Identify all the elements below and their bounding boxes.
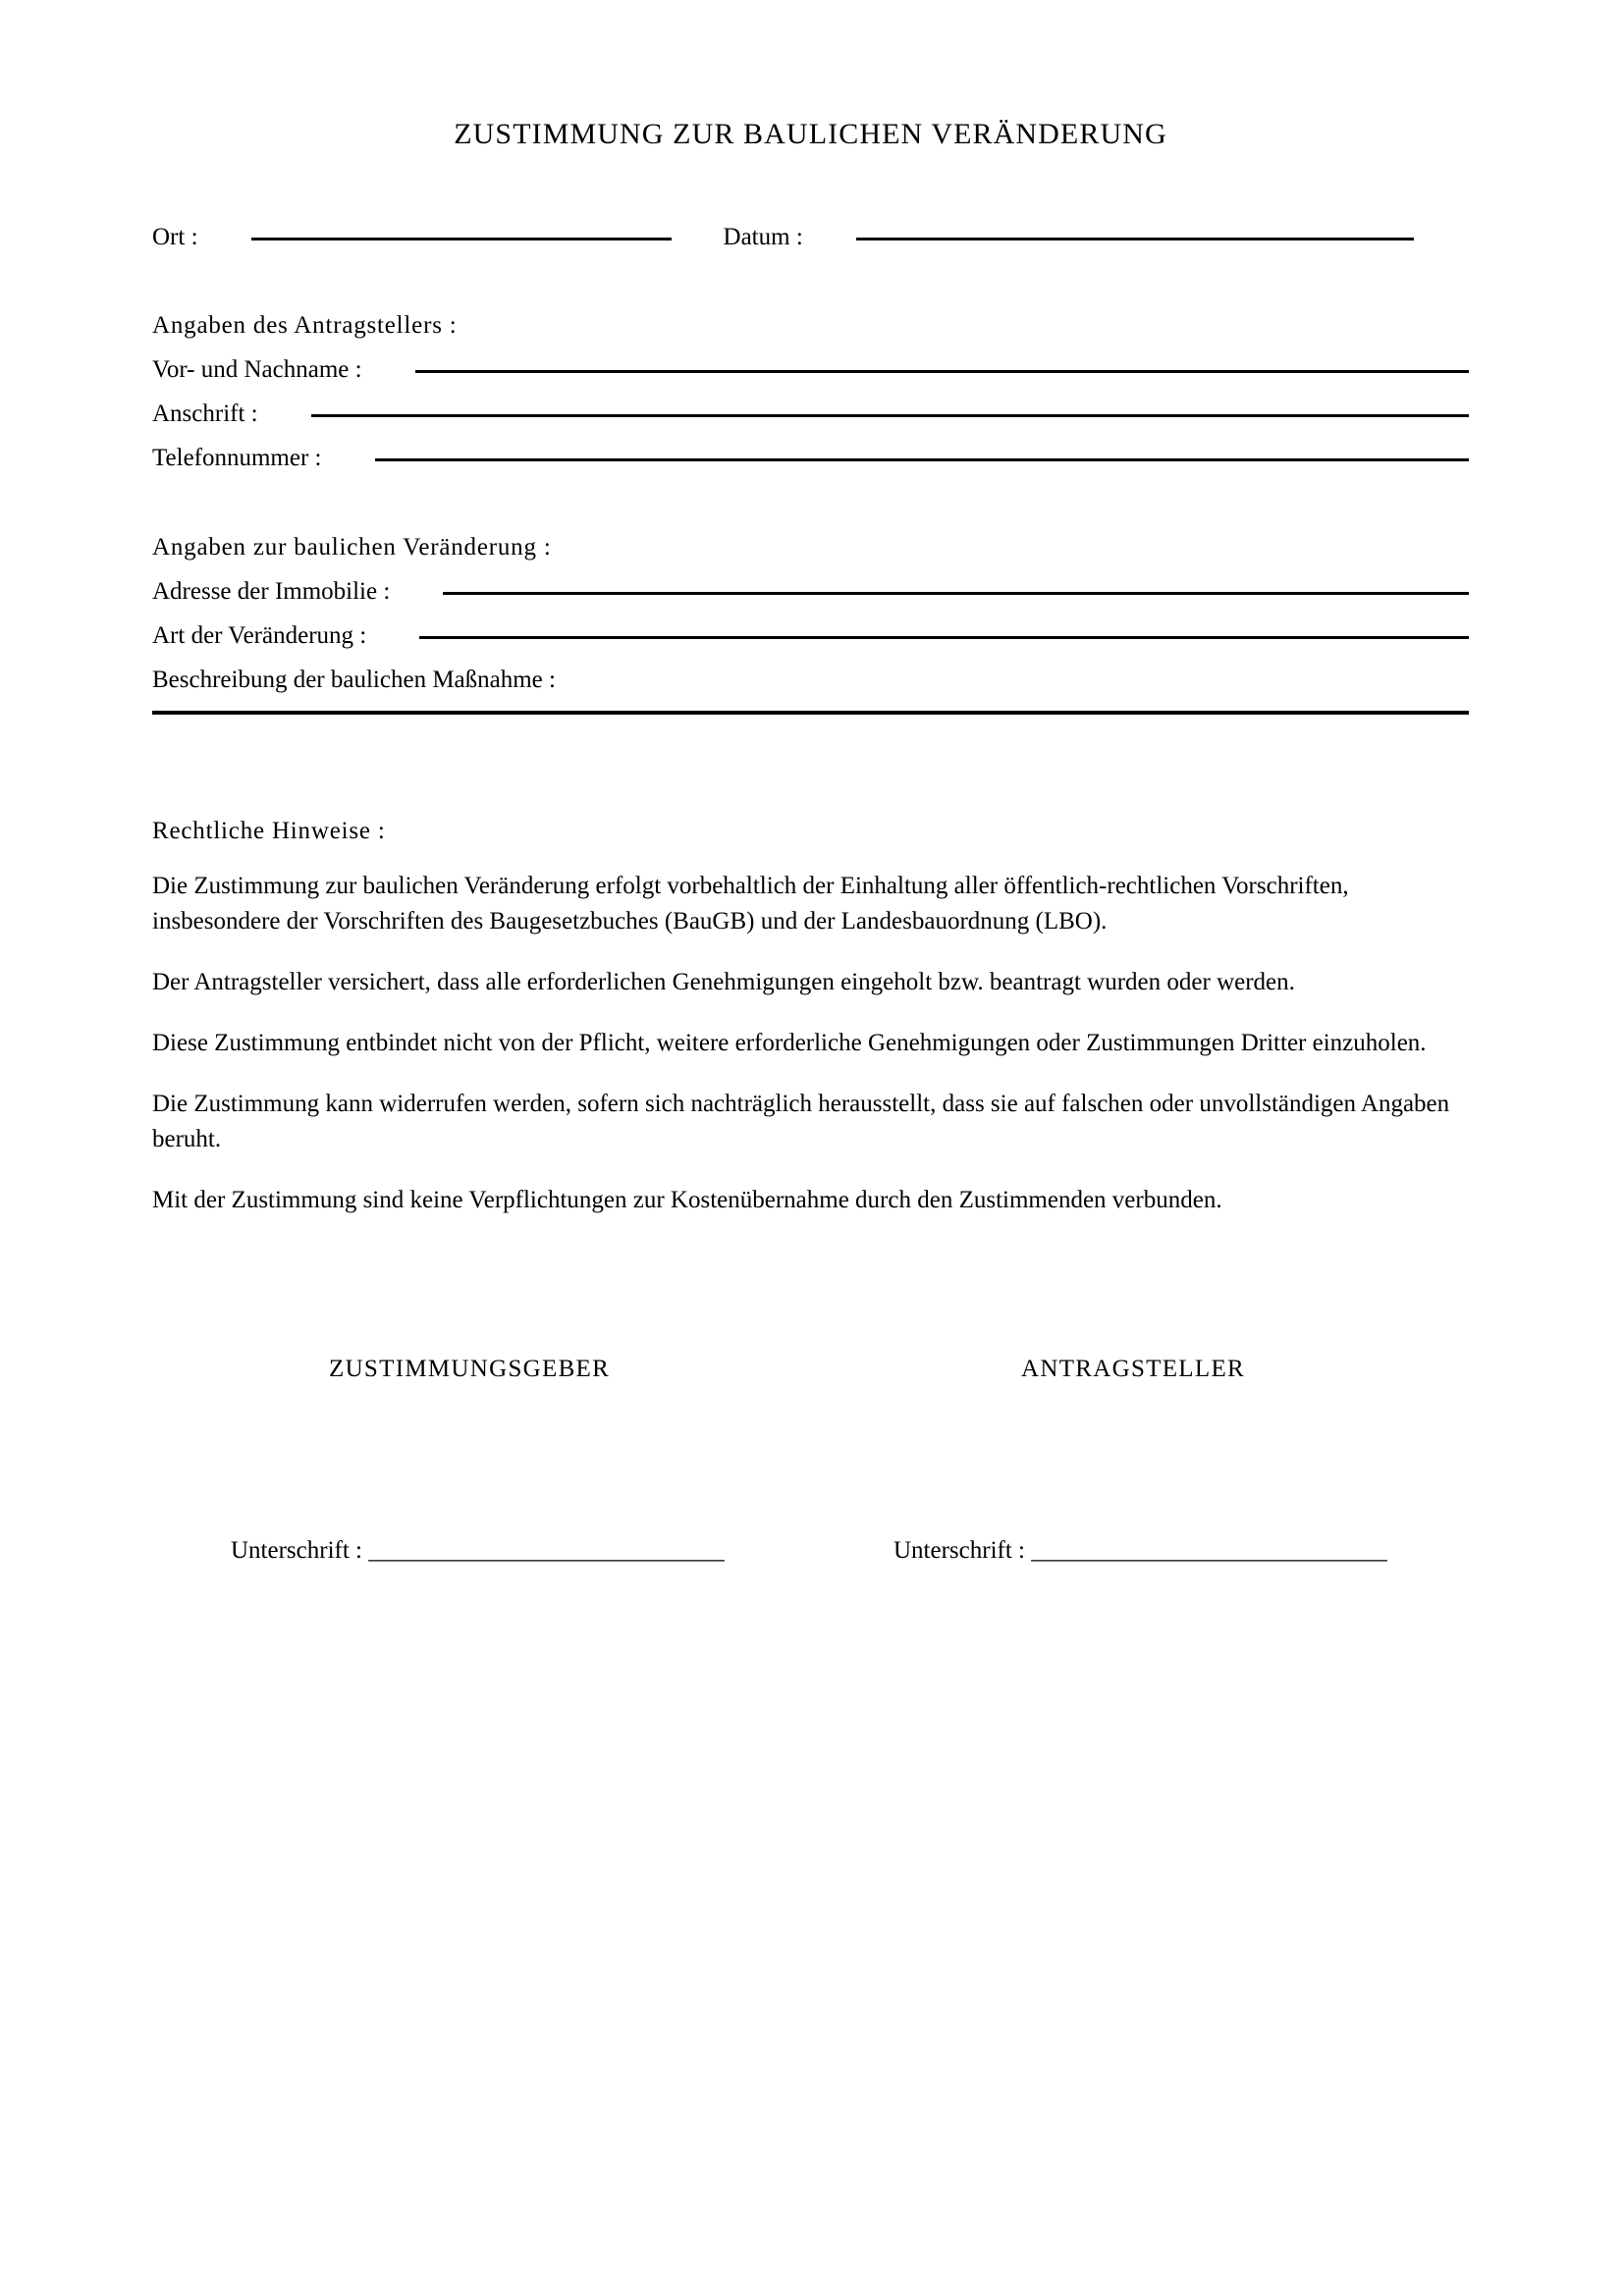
signature-lines-row (152, 1537, 1469, 1582)
legal-section-heading: Rechtliche Hinweise : (152, 818, 386, 844)
applicant-phone-row (152, 445, 1469, 472)
property-address-input-line[interactable] (443, 592, 1469, 595)
applicant-address-row (152, 400, 1469, 428)
document-content (152, 0, 1469, 1582)
applicant-address-label: Anschrift : (152, 400, 258, 427)
modification-description-input-line[interactable] (152, 711, 1469, 715)
consenter-signature-line[interactable]: Unterschrift : _____________________________ (231, 1537, 725, 1564)
page-title: ZUSTIMMUNG ZUR BAULICHEN VERÄNDERUNG (454, 118, 1167, 150)
applicant-section (152, 312, 1469, 472)
modification-section (152, 534, 1469, 715)
applicant-section-heading: Angaben des Antragstellers : (152, 312, 458, 339)
modification-description-row (152, 667, 1469, 694)
modification-description-label: Beschreibung der baulichen Maßnahme : (152, 667, 556, 693)
date-input-line[interactable] (856, 238, 1414, 240)
legal-paragraph: Die Zustimmung zur baulichen Veränderung erfolgt vorbehaltlich der Einhaltung aller öffentlich-rechtlichen Vorschriften, insbesondere der Vorschriften des Baugesetzbuches (BauGB) und der Landesbauordnung (LBO). (152, 873, 1349, 934)
applicant-phone-input-line[interactable] (375, 458, 1470, 461)
modification-type-input-line[interactable] (419, 636, 1469, 639)
legal-section (152, 818, 1469, 1218)
applicant-name-input-line[interactable] (415, 370, 1469, 373)
applicant-name-label: Vor- und Nachname : (152, 356, 362, 383)
property-address-label: Adresse der Immobilie : (152, 578, 391, 605)
signature-headings-row (152, 1356, 1469, 1395)
legal-paragraph: Der Antragsteller versichert, dass alle erforderlichen Genehmigungen eingeholt bzw. beantragt wurden oder werden. (152, 969, 1295, 995)
legal-paragraph: Die Zustimmung kann widerrufen werden, sofern sich nachträglich herausstellt, dass sie auf falschen oder unvollständigen Angaben beruht. (152, 1091, 1450, 1152)
modification-type-row (152, 622, 1469, 650)
property-address-row (152, 578, 1469, 606)
applicant-heading: ANTRAGSTELLER (1021, 1356, 1245, 1382)
applicant-phone-label: Telefonnummer : (152, 445, 322, 471)
place-label: Ort : (152, 224, 198, 250)
applicant-address-input-line[interactable] (311, 414, 1469, 417)
legal-paragraph: Mit der Zustimmung sind keine Verpflichtungen zur Kostenübernahme durch den Zustimmenden verbunden. (152, 1187, 1222, 1213)
applicant-name-row (152, 356, 1469, 384)
modification-section-heading: Angaben zur baulichen Veränderung : (152, 534, 552, 561)
consenter-heading: ZUSTIMMUNGSGEBER (329, 1356, 611, 1382)
modification-type-label: Art der Veränderung : (152, 622, 367, 649)
place-date-row (152, 224, 1469, 251)
applicant-signature-line[interactable]: Unterschrift : _____________________________ (893, 1537, 1387, 1564)
place-input-line[interactable] (251, 238, 672, 240)
date-label: Datum : (723, 224, 803, 250)
legal-paragraph: Diese Zustimmung entbindet nicht von der Pflicht, weitere erforderliche Genehmigungen oder Zustimmungen Dritter einzuholen. (152, 1030, 1427, 1056)
